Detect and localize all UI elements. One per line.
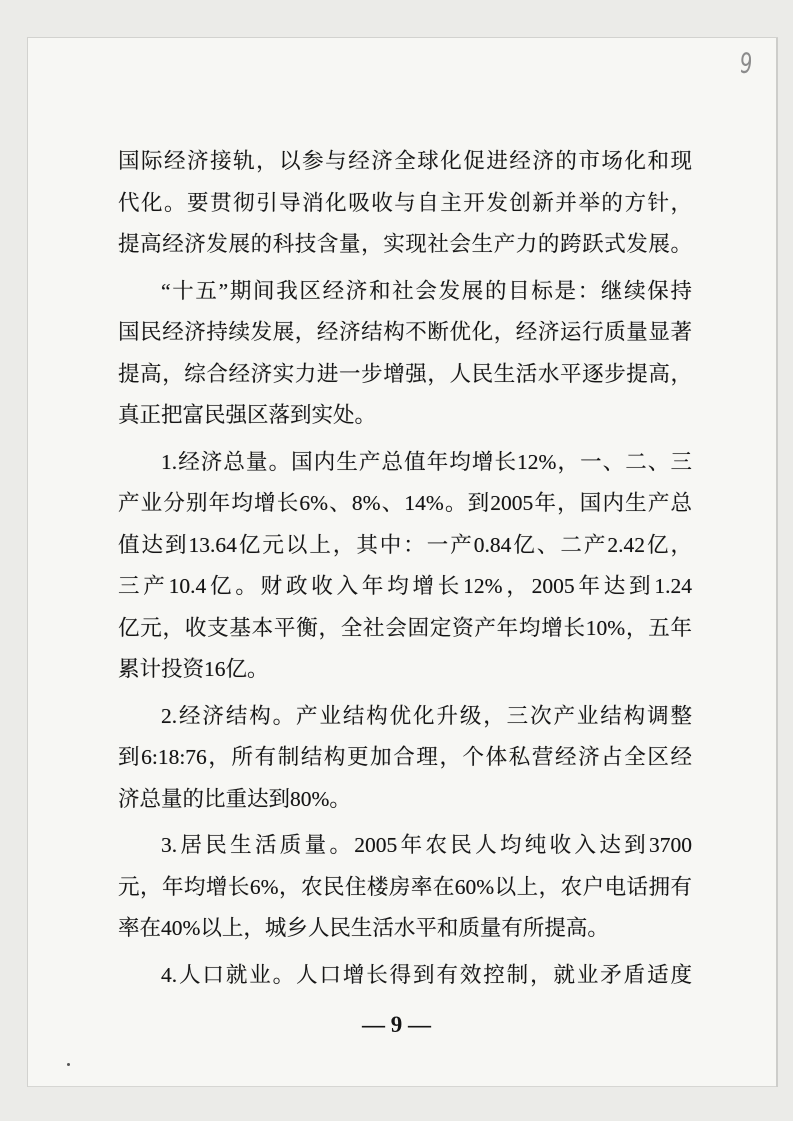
- text-line: “十五”期间我区经济和社会发展的目标是：继续保持: [161, 278, 692, 303]
- scan-speck: [67, 1063, 70, 1066]
- body-text: [118, 141, 692, 996]
- paragraph-goals: [118, 271, 692, 437]
- text-line: 国际经济接轨，以参与经济全球化促进经济的市场化和现: [118, 149, 692, 173]
- text-line: 3.居民生活质量。2005年农民人均纯收入达到3700: [161, 833, 692, 857]
- text-line: 累计投资16亿。: [118, 657, 269, 681]
- paragraph-population-employment: [118, 955, 692, 997]
- paragraph-continued: [118, 141, 692, 266]
- text-line: 三产10.4亿。财政收入年均增长12%，2005年达到1.24: [118, 574, 692, 598]
- text-line: 真正把富民强区落到实处。: [118, 403, 377, 427]
- page-number: — 9 —: [362, 1012, 431, 1037]
- text-line: 2.经济结构。产业结构优化升级，三次产业结构调整: [161, 703, 692, 728]
- text-line: 亿元，收支基本平衡，全社会固定资产年均增长10%，五年: [118, 615, 692, 640]
- text-line: 到6:18:76，所有制结构更加合理，个体私营经济占全区经: [118, 745, 692, 769]
- text-line: 值达到13.64亿元以上，其中：一产0.84亿、二产2.42亿，: [118, 532, 692, 557]
- handwritten-page-mark: 9: [738, 46, 754, 81]
- text-line: 产业分别年均增长6%、8%、14%。到2005年，国内生产总: [118, 491, 692, 515]
- paragraph-economic-output: [118, 442, 692, 691]
- text-line: 国民经济持续发展，经济结构不断优化，经济运行质量显著: [118, 320, 692, 344]
- paragraph-economic-structure: [118, 696, 692, 821]
- text-line: 元，年均增长6%，农民住楼房率在60%以上，农户电话拥有: [118, 874, 692, 899]
- text-line: 济总量的比重达到80%。: [118, 786, 351, 811]
- text-line: 代化。要贯彻引导消化吸收与自主开发创新并举的方针，: [118, 190, 692, 215]
- text-line: 提高经济发展的科技含量，实现社会生产力的跨跃式发展。: [118, 232, 692, 256]
- text-line: 率在40%以上，城乡人民生活水平和质量有所提高。: [118, 916, 609, 940]
- text-line: 1.经济总量。国内生产总值年均增长12%，一、二、三: [161, 449, 692, 474]
- text-line: 提高，综合经济实力进一步增强，人民生活水平逐步提高，: [118, 361, 692, 386]
- paragraph-living-quality: [118, 825, 692, 950]
- text-line: 4.人口就业。人口增长得到有效控制，就业矛盾适度: [161, 962, 692, 987]
